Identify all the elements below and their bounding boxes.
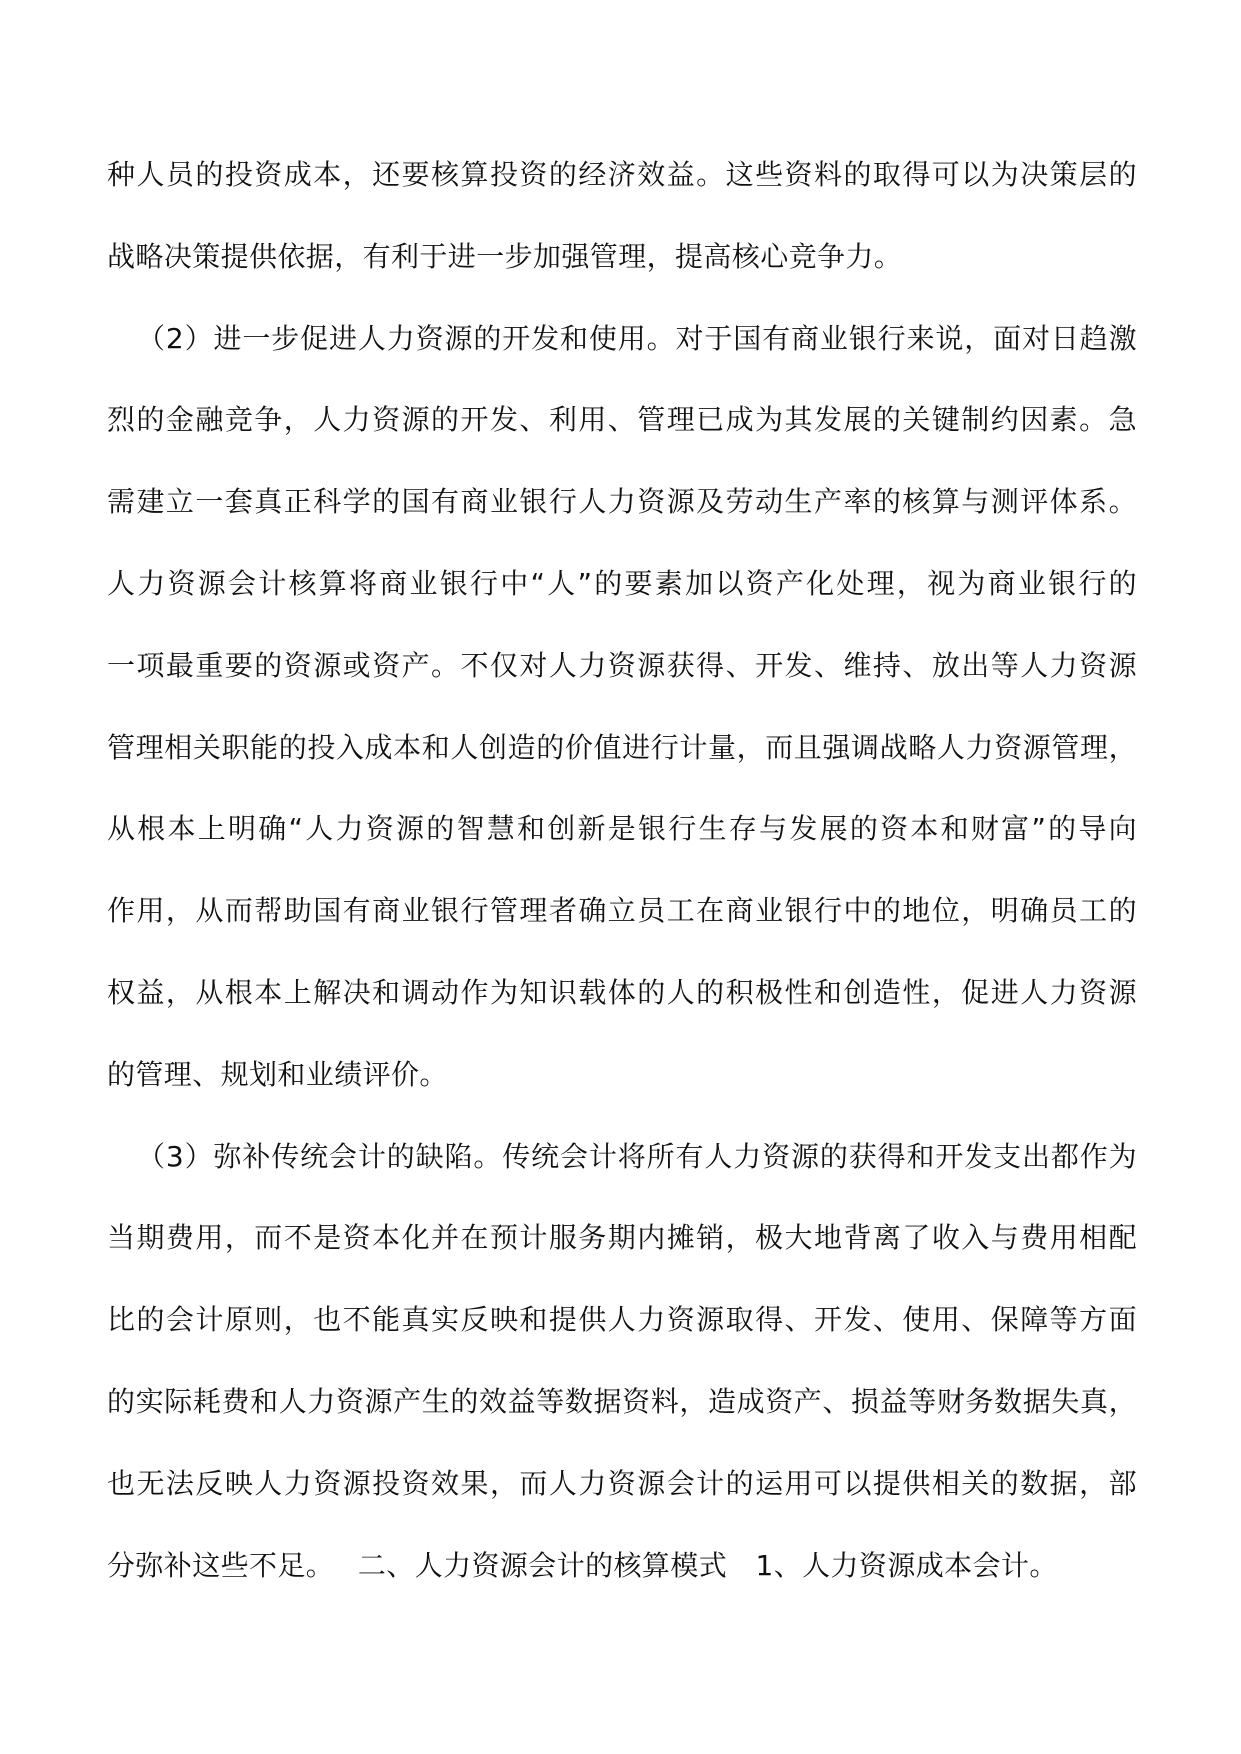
text-line: 一项最重要的资源或资产。不仅对人力资源获得、开发、维持、放出等人力资源 — [107, 648, 1137, 682]
text-line: 也无法反映人力资源投资效果，而人力资源会计的运用可以提供相关的数据，部 — [107, 1466, 1137, 1500]
text-line: 人力资源会计核算将商业银行中“人”的要素加以资产化处理，视为商业银行的 — [107, 566, 1137, 600]
text-line: 的实际耗费和人力资源产生的效益等数据资料，造成资产、损益等财务数据失真， — [107, 1384, 1137, 1418]
text-line: 烈的金融竞争，人力资源的开发、利用、管理已成为其发展的关键制约因素。急 — [107, 403, 1137, 437]
text-line: 战略决策提供依据，有利于进一步加强管理，提高核心竞争力。 — [107, 239, 903, 273]
text-line: 当期费用，而不是资本化并在预计服务期内摊销，极大地背离了收入与费用相配 — [107, 1221, 1137, 1255]
text-line: 的管理、规划和业绩评价。 — [107, 1057, 448, 1091]
text-line: 比的会计原则，也不能真实反映和提供人力资源取得、开发、使用、保障等方面 — [107, 1303, 1137, 1337]
body-text — [107, 160, 1137, 1632]
text-line: 从根本上明确“人力资源的智慧和创新是银行生存与发展的资本和财富”的导向 — [107, 812, 1137, 846]
text-line: 权益，从根本上解决和调动作为知识载体的人的积极性和创造性，促进人力资源 — [107, 975, 1137, 1009]
text-line: 需建立一套真正科学的国有商业银行人力资源及劳动生产率的核算与测评体系。 — [107, 485, 1137, 519]
text-line: 作用，从而帮助国有商业银行管理者确立员工在商业银行中的地位，明确员工的 — [107, 894, 1137, 928]
text-line: （2）进一步促进人力资源的开发和使用。对于国有商业银行来说，面对日趋激 — [137, 321, 1137, 355]
text-line: 种人员的投资成本，还要核算投资的经济效益。这些资料的取得可以为决策层的 — [107, 158, 1137, 191]
text-line: 分弥补这些不足。 二、人力资源会计的核算模式 1、人力资源成本会计。 — [107, 1548, 1058, 1582]
text-line: 管理相关职能的投入成本和人创造的价值进行计量，而且强调战略人力资源管理， — [107, 730, 1137, 764]
text-line: （3）弥补传统会计的缺陷。传统会计将所有人力资源的获得和开发支出都作为 — [137, 1139, 1137, 1173]
